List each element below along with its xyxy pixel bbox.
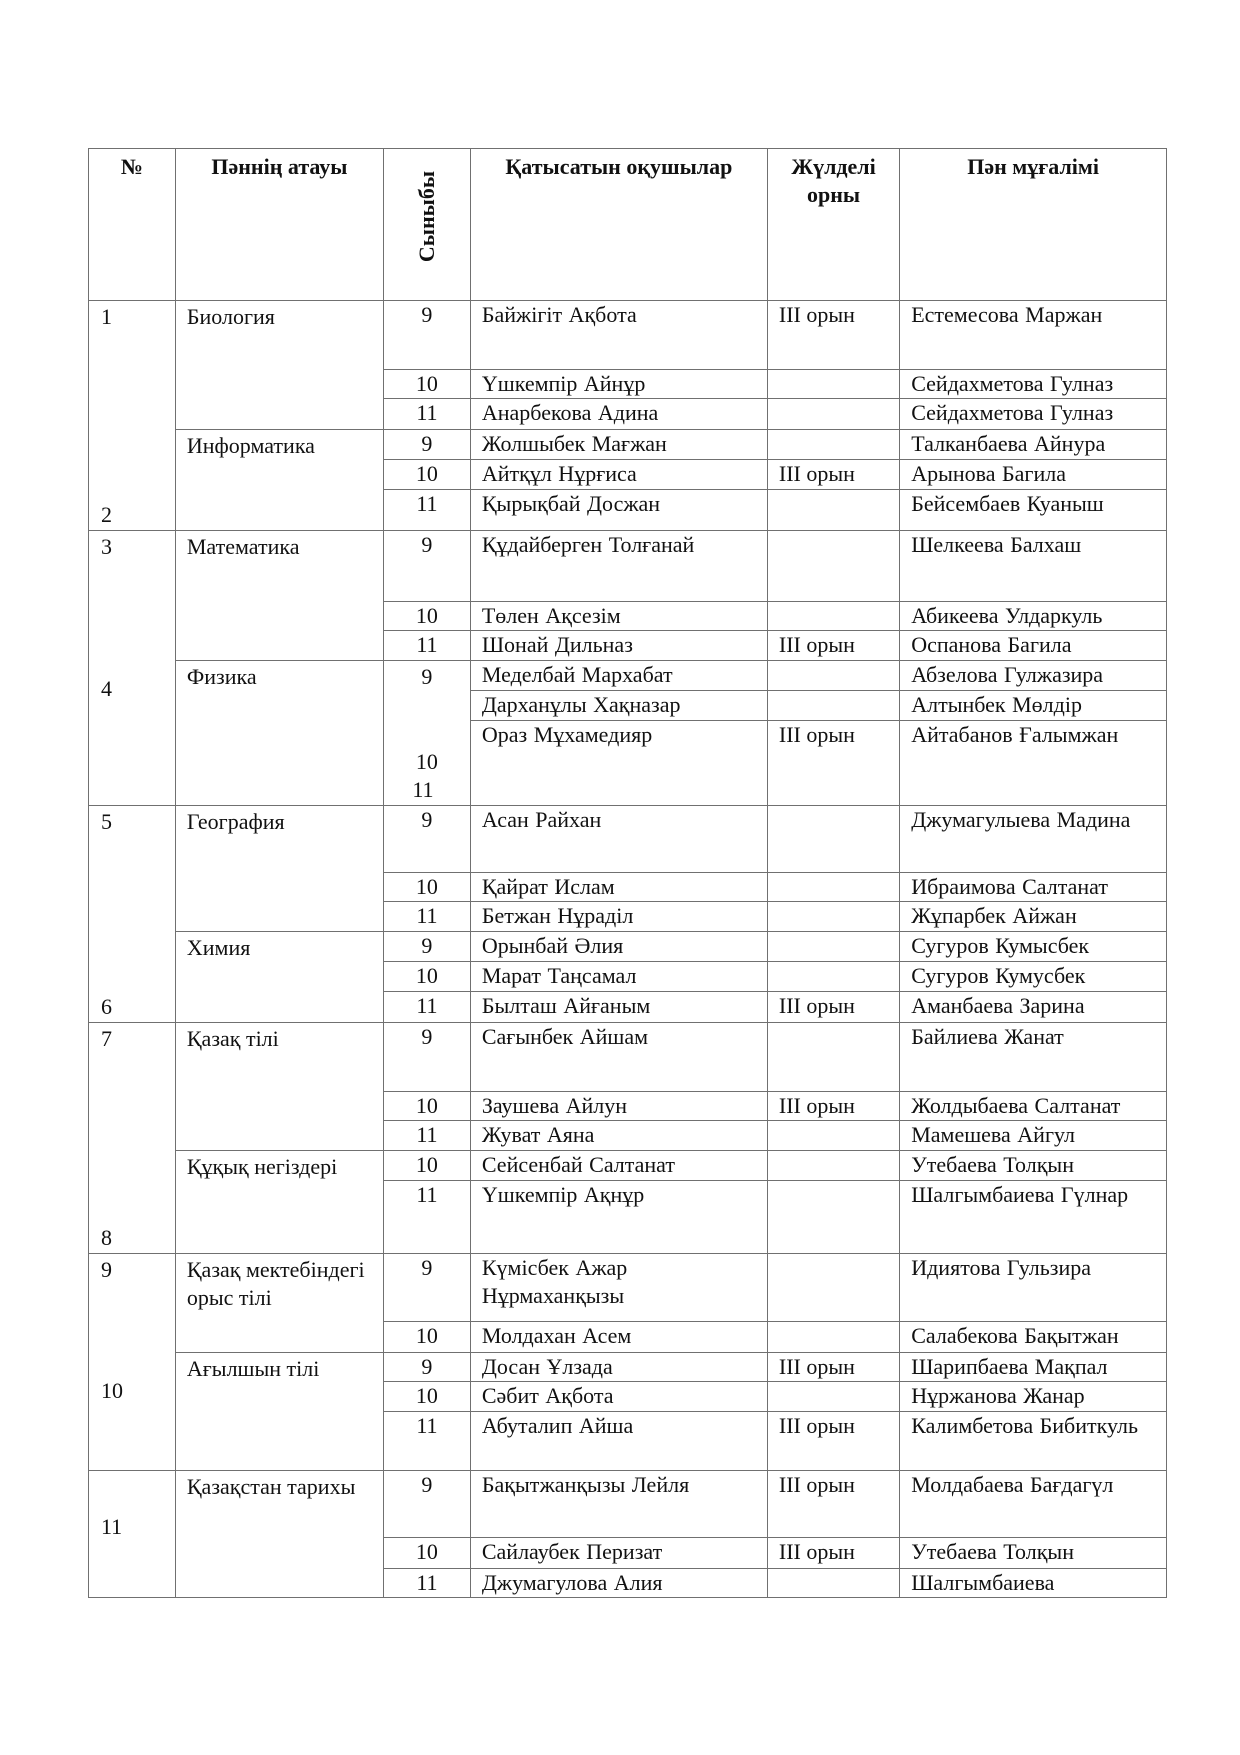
student-name: Орынбай Әлия (470, 932, 767, 962)
prize-place (767, 1151, 899, 1181)
teacher-name: Сейдахметова Гулназ (900, 399, 1167, 430)
teacher-name: Байлиева Жанат (900, 1023, 1167, 1092)
grade-value: 9 (383, 1471, 470, 1538)
header-teacher: Пән мұғалімі (900, 149, 1167, 301)
grade-value: 10 (383, 1322, 470, 1353)
student-name: Құдайберген Толғанай (470, 531, 767, 602)
teacher-name: Сугуров Кумусбек (900, 962, 1167, 992)
teacher-name: Сугуров Кумысбек (900, 932, 1167, 962)
teacher-name: Ибраимова Салтанат (900, 873, 1167, 902)
prize-place: III орын (767, 631, 899, 661)
prize-place (767, 1121, 899, 1151)
teacher-name: Калимбетова Бибиткуль (900, 1412, 1167, 1471)
grade-value: 11 (383, 490, 470, 531)
prize-place: III орын (767, 1092, 899, 1121)
group-number-cell (89, 1471, 176, 1598)
group-number-cell (89, 1254, 176, 1471)
grade-value: 10 (415, 749, 438, 774)
teacher-name: Молдабаева Бағдагүл (900, 1471, 1167, 1538)
row-number: 5 (101, 809, 112, 834)
prize-place: III орын (767, 992, 899, 1023)
student-name: Қырықбай Досжан (470, 490, 767, 531)
header-row (89, 149, 1167, 301)
table-row (89, 806, 1167, 873)
table-row (89, 301, 1167, 370)
prize-place: III орын (767, 1353, 899, 1382)
grade-value: 9 (383, 932, 470, 962)
grade-value: 9 (383, 301, 470, 370)
grade-value: 10 (383, 602, 470, 631)
teacher-name: Оспанова Багила (900, 631, 1167, 661)
teacher-name: Талканбаева Айнура (900, 430, 1167, 460)
grade-value: 10 (383, 1382, 470, 1412)
teacher-name: Сейдахметова Гулназ (900, 370, 1167, 399)
header-grade (383, 149, 470, 301)
prize-place: III орын (767, 301, 899, 370)
header-grade-label: Сыныбы (413, 171, 439, 263)
student-name: Досан Ұлзада (470, 1353, 767, 1382)
prize-place (767, 531, 899, 602)
grade-value: 11 (383, 1181, 470, 1254)
teacher-name: Арынова Багила (900, 460, 1167, 490)
student-name: Джумагулова Алия (470, 1569, 767, 1598)
grade-value: 10 (383, 1151, 470, 1181)
grade-value: 10 (383, 460, 470, 490)
prize-place (767, 1181, 899, 1254)
grade-value: 11 (383, 631, 470, 661)
header-subject: Пәннің атауы (175, 149, 383, 301)
grade-value: 10 (383, 370, 470, 399)
teacher-name: Естемесова Маржан (900, 301, 1167, 370)
subject-name: Қазақ тілі (175, 1023, 383, 1151)
teacher-name: Джумагулыева Мадина (900, 806, 1167, 873)
teacher-name: Алтынбек Мөлдір (900, 691, 1167, 721)
row-number: 1 (101, 304, 112, 329)
grade-value: 10 (383, 873, 470, 902)
grade-value: 9 (383, 1353, 470, 1382)
teacher-name: Салабекова Бақытжан (900, 1322, 1167, 1353)
subject-name: Биология (175, 301, 383, 430)
header-place: Жүлделі орны (767, 149, 899, 301)
group-number-cell (89, 1023, 176, 1254)
prize-place: III орын (767, 721, 899, 806)
grade-value: 11 (383, 1569, 470, 1598)
group-number-cell (89, 301, 176, 531)
student-name: Үшкемпір Айнұр (470, 370, 767, 399)
prize-place: III орын (767, 460, 899, 490)
olympiad-results-table (88, 148, 1167, 1598)
table-row (89, 1353, 1167, 1382)
table-row (89, 531, 1167, 602)
row-number: 7 (101, 1026, 112, 1051)
student-name: Шонай Дильназ (470, 631, 767, 661)
prize-place (767, 399, 899, 430)
student-name: Меделбай Мархабат (470, 661, 767, 691)
student-name: Дарханұлы Хақназар (470, 691, 767, 721)
table-row (89, 1023, 1167, 1092)
subject-name: Химия (175, 932, 383, 1023)
grade-value: 11 (383, 399, 470, 430)
teacher-name: Шалгымбаиева Гүлнар (900, 1181, 1167, 1254)
grade-value: 9 (383, 806, 470, 873)
grade-value: 11 (383, 1121, 470, 1151)
table-row (89, 932, 1167, 962)
student-name: Бетжан Нұраділ (470, 902, 767, 932)
student-name: Қайрат Ислам (470, 873, 767, 902)
student-name: Сайлаубек Перизат (470, 1538, 767, 1569)
prize-place (767, 602, 899, 631)
header-number: № (89, 149, 176, 301)
row-number: 2 (101, 502, 112, 527)
grade-value: 11 (383, 902, 470, 932)
prize-place (767, 1023, 899, 1092)
prize-place: III орын (767, 1412, 899, 1471)
student-name: Былташ Айғаным (470, 992, 767, 1023)
teacher-name: Шарипбаева Мақпал (900, 1353, 1167, 1382)
teacher-name: Утебаева Толқын (900, 1538, 1167, 1569)
prize-place (767, 932, 899, 962)
teacher-name: Бейсембаев Куаныш (900, 490, 1167, 531)
prize-place (767, 806, 899, 873)
prize-place (767, 1254, 899, 1322)
grade-value: 10 (383, 962, 470, 992)
table-row (89, 1254, 1167, 1322)
row-number: 6 (101, 994, 112, 1019)
prize-place (767, 691, 899, 721)
prize-place: III орын (767, 1538, 899, 1569)
teacher-name: Утебаева Толқын (900, 1151, 1167, 1181)
subject-name: Физика (175, 661, 383, 806)
student-name: Бақытжанқызы Лейля (470, 1471, 767, 1538)
row-number: 4 (101, 676, 112, 701)
teacher-name: Мамешева Айгул (900, 1121, 1167, 1151)
teacher-name: Жолдыбаева Салтанат (900, 1092, 1167, 1121)
prize-place (767, 962, 899, 992)
subject-name: Математика (175, 531, 383, 661)
student-name: Анарбекова Адина (470, 399, 767, 430)
student-name: Сағынбек Айшам (470, 1023, 767, 1092)
teacher-name: Идиятова Гульзира (900, 1254, 1167, 1322)
prize-place (767, 873, 899, 902)
prize-place (767, 1322, 899, 1353)
table-row (89, 1471, 1167, 1538)
prize-place (767, 1382, 899, 1412)
student-name: Сәбит Ақбота (470, 1382, 767, 1412)
teacher-name: Абикеева Улдаркуль (900, 602, 1167, 631)
student-name: Жолшыбек Мағжан (470, 430, 767, 460)
prize-place (767, 370, 899, 399)
subject-name: Информатика (175, 430, 383, 531)
row-number: 11 (101, 1513, 123, 1539)
grade-value: 10 (383, 1538, 470, 1569)
student-name: Төлен Ақсезім (470, 602, 767, 631)
teacher-name: Шелкеева Балхаш (900, 531, 1167, 602)
subject-name: Ағылшын тілі (175, 1353, 383, 1471)
table-row (89, 1151, 1167, 1181)
student-name: Айтқұл Нұрғиса (470, 460, 767, 490)
teacher-name: Шалгымбаиева (900, 1569, 1167, 1598)
student-name: Жуват Аяна (470, 1121, 767, 1151)
grade-value: 11 (412, 777, 434, 802)
student-name: Сейсенбай Салтанат (470, 1151, 767, 1181)
teacher-name: Жұпарбек Айжан (900, 902, 1167, 932)
header-students: Қатысатын оқушылар (470, 149, 767, 301)
student-name: Абуталип Айша (470, 1412, 767, 1471)
grade-value: 9 (383, 1023, 470, 1092)
table-row (89, 430, 1167, 460)
subject-name: Қазақстан тарихы (175, 1471, 383, 1598)
teacher-name: Айтабанов Ғалымжан (900, 721, 1167, 806)
grade-value: 9 (383, 531, 470, 602)
prize-place (767, 1569, 899, 1598)
teacher-name: Абзелова Гулжазира (900, 661, 1167, 691)
prize-place: III орын (767, 1471, 899, 1538)
student-name: Молдахан Асем (470, 1322, 767, 1353)
student-name: Асан Райхан (470, 806, 767, 873)
student-name: Заушева Айлун (470, 1092, 767, 1121)
subject-name: Қазақ мектебіндегі орыс тілі (175, 1254, 383, 1353)
grade-value: 11 (383, 992, 470, 1023)
group-number-cell (89, 531, 176, 806)
row-number: 9 (101, 1257, 112, 1282)
prize-place (767, 490, 899, 531)
row-number: 10 (101, 1378, 123, 1403)
student-name: Үшкемпір Ақнұр (470, 1181, 767, 1254)
grade-value: 9 (383, 1254, 470, 1322)
grade-cell (383, 661, 470, 806)
student-name: Марат Таңсамал (470, 962, 767, 992)
student-name: Ораз Мұхамедияр (470, 721, 767, 806)
grade-value: 11 (383, 1412, 470, 1471)
teacher-name: Аманбаева Зарина (900, 992, 1167, 1023)
row-number: 8 (101, 1225, 112, 1250)
grade-value: 10 (383, 1092, 470, 1121)
grade-value: 9 (421, 664, 433, 689)
teacher-name: Нұржанова Жанар (900, 1382, 1167, 1412)
student-name: Күмісбек Ажар Нұрмаханқызы (470, 1254, 767, 1322)
subject-name: География (175, 806, 383, 932)
prize-place (767, 902, 899, 932)
row-number: 3 (101, 534, 112, 559)
table-row (89, 661, 1167, 691)
grade-value: 9 (383, 430, 470, 460)
prize-place (767, 661, 899, 691)
group-number-cell (89, 806, 176, 1023)
subject-name: Құқық негіздері (175, 1151, 383, 1254)
student-name: Байжігіт Ақбота (470, 301, 767, 370)
prize-place (767, 430, 899, 460)
